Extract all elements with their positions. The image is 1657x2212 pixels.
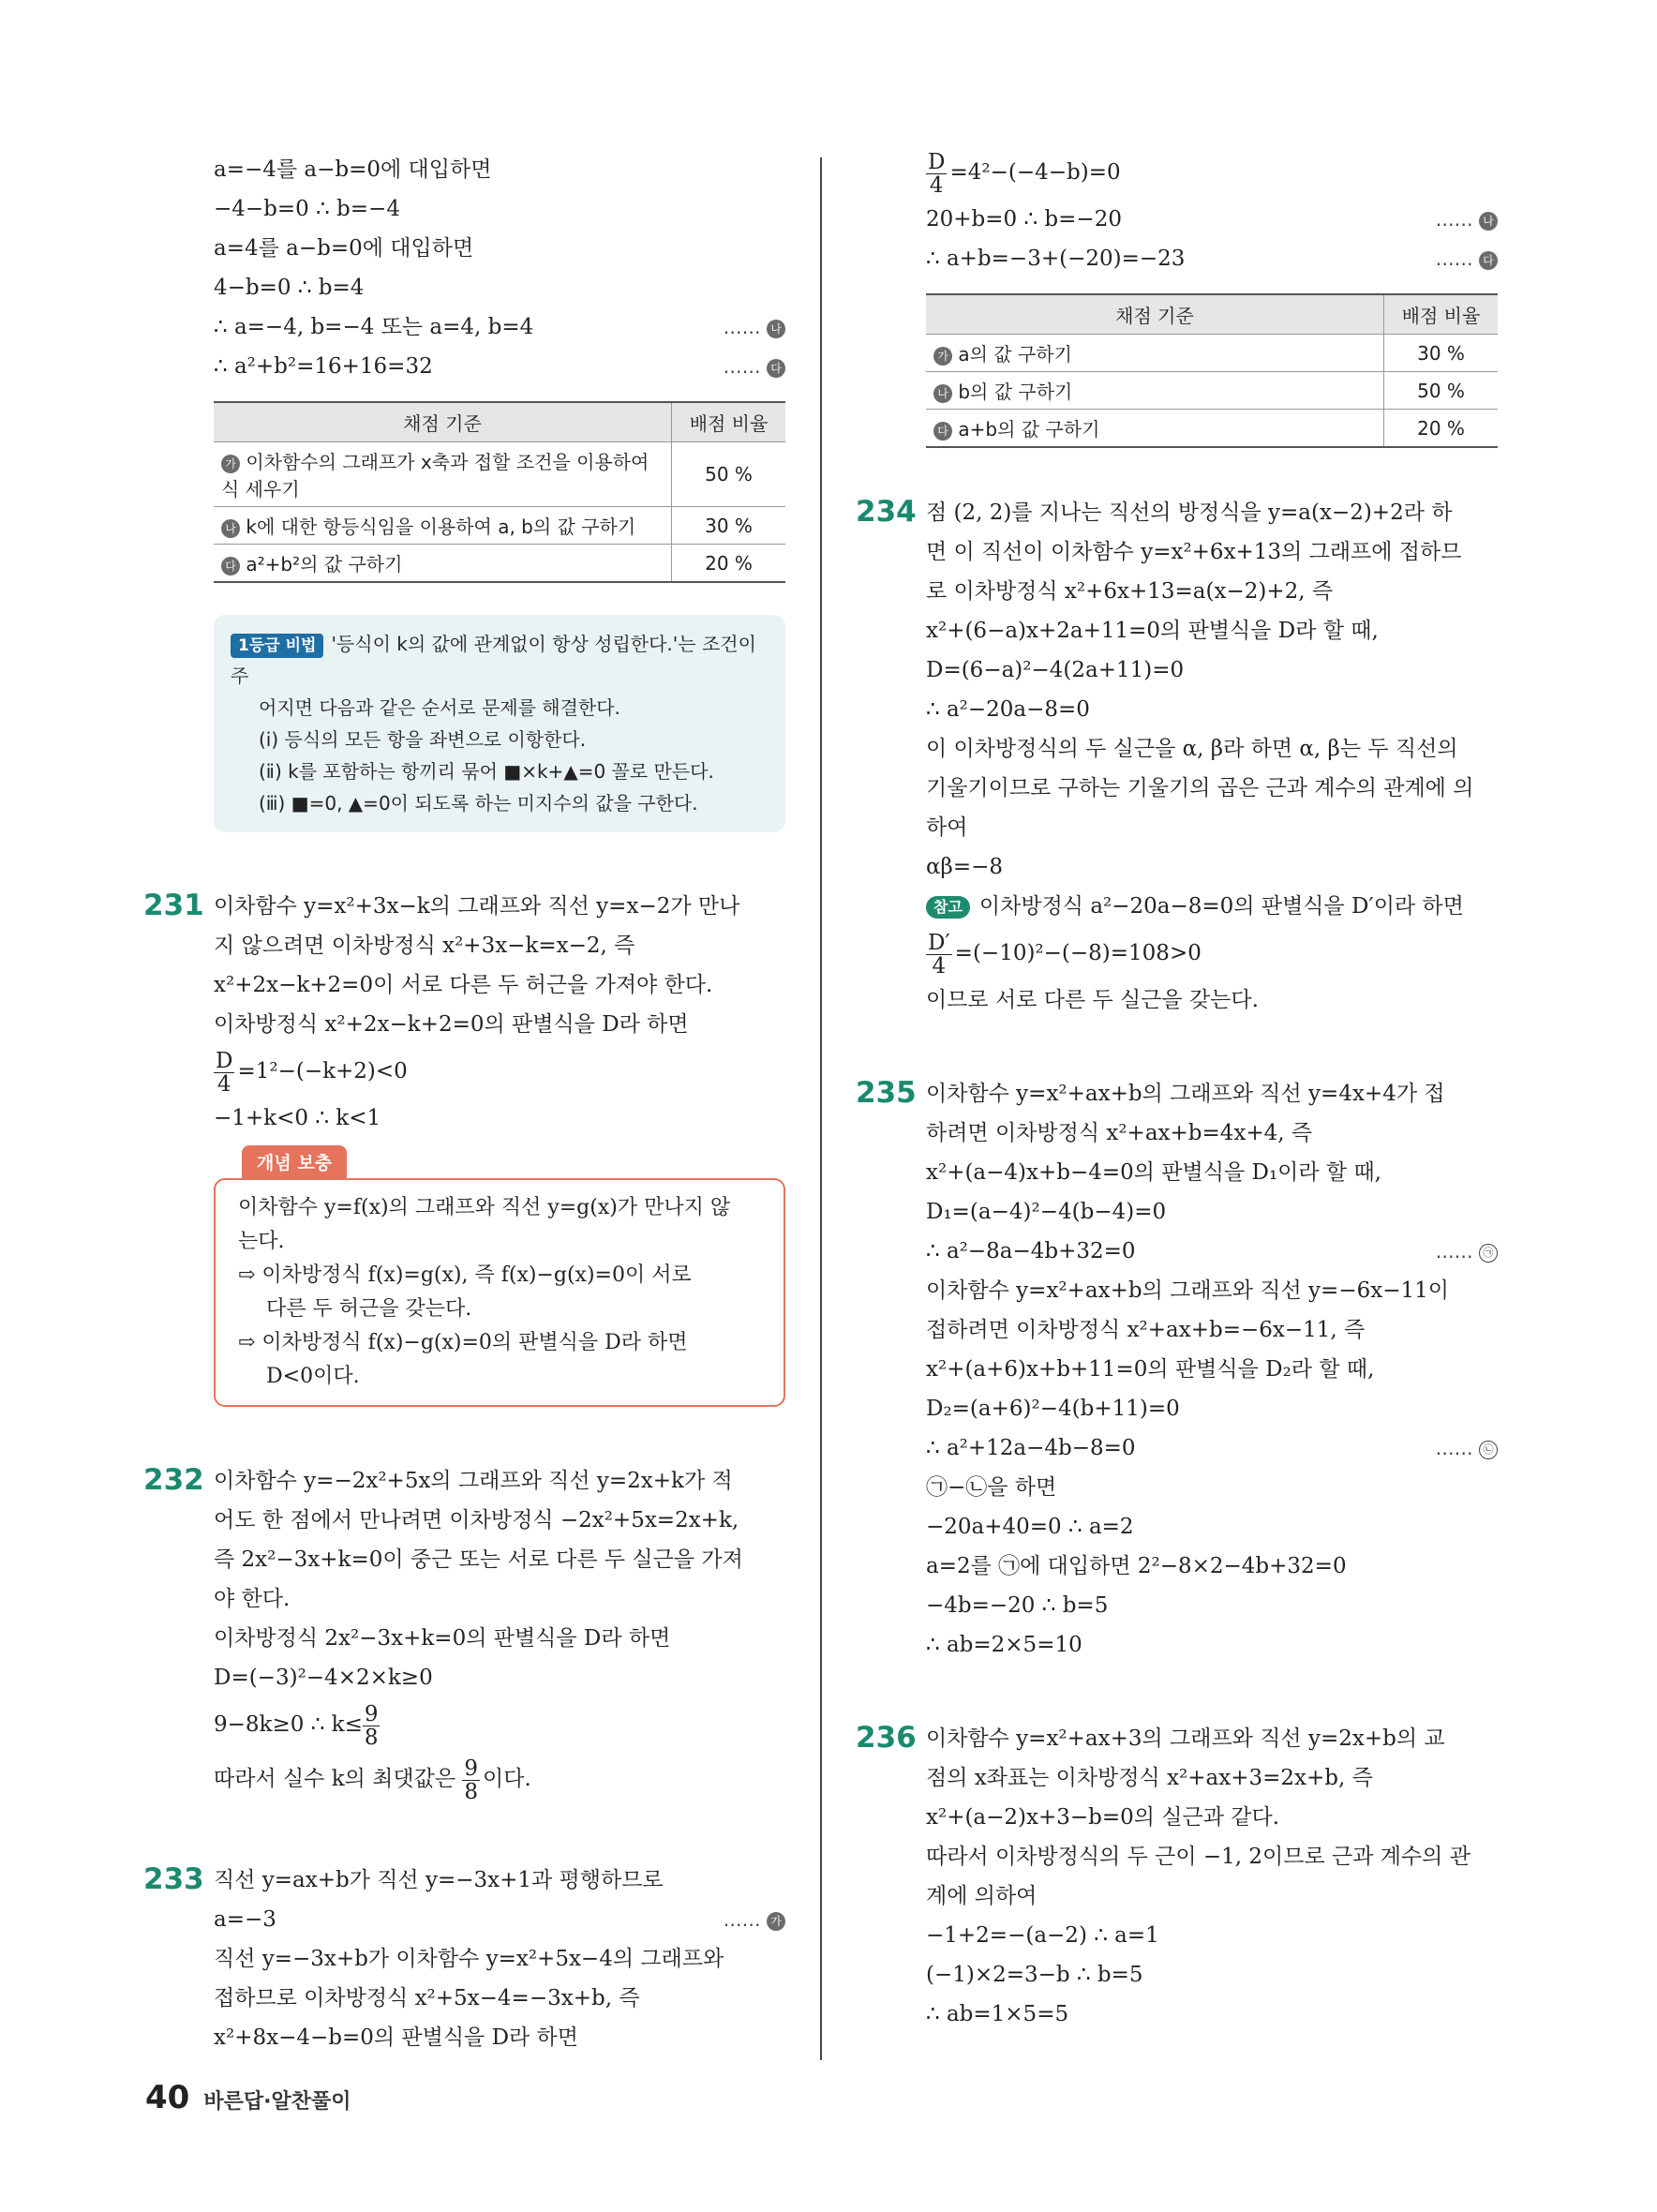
text-line: 면 이 직선이 이차함수 y=x²+6x+13의 그래프에 접하므 <box>926 540 1462 564</box>
text-line: x²+(a−4)x+b−4=0의 판별식을 D₁이라 할 때, <box>926 1160 1381 1185</box>
step-label-icon: 나 <box>1479 212 1498 231</box>
left-column <box>143 150 785 2057</box>
text-line: x²+(6−a)x+2a+11=0의 판별식을 D라 할 때, <box>926 619 1379 643</box>
step-label-icon: 다 <box>221 557 240 575</box>
page-footer <box>145 2079 351 2116</box>
concept-line: D<0이다. <box>266 1365 360 1388</box>
criteria-pct: 20 % <box>1384 410 1499 448</box>
text-line: −4−b=0 ∴ b=−4 <box>214 197 400 221</box>
problem-234 <box>856 493 1498 1020</box>
criteria-pct: 30 % <box>672 507 786 545</box>
concept-line: ⇨ 이차방정식 f(x)−g(x)=0의 판별식을 D라 하면 <box>238 1331 688 1354</box>
fraction-line: 따라서 실수 k의 최댓값은 $\frac{9}{8}$ 이다. <box>214 1756 531 1804</box>
text-line: 이차방정식 x²+2x−k+2=0의 판별식을 D라 하면 <box>214 1012 689 1037</box>
step-marker: …… 다 <box>1436 239 1498 278</box>
tip-badge: 1등급 비법 <box>231 634 323 658</box>
text-line: 직선 y=−3x+b가 이차함수 y=x²+5x−4의 그래프와 <box>214 1947 724 1971</box>
text-line: −4b=−20 ∴ b=5 <box>926 1593 1109 1618</box>
footer-label: 바른답·알찬풀이 <box>203 2090 351 2114</box>
step-text: ∴ a²+b²=16+16=32 <box>214 354 433 379</box>
grading-table <box>214 401 785 583</box>
text-line <box>214 307 785 347</box>
text-line: 이차함수 y=x²+ax+3의 그래프와 직선 y=2x+b의 교 <box>926 1726 1445 1751</box>
text-line: a=−4를 a−b=0에 대입하면 <box>214 157 492 182</box>
text-line: 20+b=0 ∴ b=−20 …… 나 <box>926 200 1498 239</box>
text-line: 이차방정식 2x²−3x+k=0의 판별식을 D라 하면 <box>214 1626 671 1651</box>
text-line: D=(6−a)²−4(2a+11)=0 <box>926 658 1185 682</box>
text-line: 어도 한 점에서 만나려면 이차방정식 −2x²+5x=2x+k, <box>214 1508 739 1532</box>
equation-label-icon: ㉡ <box>1479 1441 1498 1459</box>
text-line: 하여 <box>926 815 968 840</box>
fraction: $\frac{9}{8}$ <box>464 1756 479 1804</box>
table-row <box>926 335 1498 372</box>
problem-231 <box>143 887 785 1138</box>
text-line: −1+k<0 ∴ k<1 <box>214 1106 381 1130</box>
step-label-icon: 나 <box>767 320 785 338</box>
tip-line: (ⅱ) k를 포함하는 항끼리 묶어 ■×k+▲=0 꼴로 만든다. <box>259 760 714 783</box>
table-row <box>926 372 1498 410</box>
table-header: 채점 기준 <box>926 294 1384 335</box>
text-line: (−1)×2=3−b ∴ b=5 <box>926 1963 1143 1987</box>
text-line: ㉠−㉡을 하면 <box>926 1475 1057 1500</box>
criteria-text: a의 값 구하기 <box>958 343 1072 366</box>
text-line: −1+2=−(a−2) ∴ a=1 <box>926 1923 1159 1948</box>
step-label-icon: 다 <box>1479 251 1498 270</box>
text-line: 접하려면 이차방정식 x²+ax+b=−6x−11, 즉 <box>926 1318 1366 1342</box>
problem-number: 234 <box>856 495 917 529</box>
text-line: 이므로 서로 다른 두 실근을 갖는다. <box>926 988 1259 1012</box>
reference-line: 참고 이차방정식 a²−20a−8=0의 판별식을 D′이라 하면 <box>926 887 1498 926</box>
text-line: x²+(a+6)x+b+11=0의 판별식을 D₂라 할 때, <box>926 1357 1375 1382</box>
right-column <box>856 145 1498 2034</box>
table-header: 배점 비율 <box>672 402 786 442</box>
table-header: 채점 기준 <box>214 402 672 442</box>
problem-number: 232 <box>143 1463 204 1497</box>
text-line: a=4를 a−b=0에 대입하면 <box>214 236 474 261</box>
step-label-icon: 가 <box>767 1912 785 1931</box>
problem-233 <box>143 1861 785 2057</box>
text-line: 직선 y=ax+b가 직선 y=−3x+1과 평행하므로 <box>214 1868 664 1892</box>
step-label-icon: 나 <box>221 519 240 538</box>
step-label-icon: 가 <box>221 455 240 473</box>
tip-line: (ⅲ) ■=0, ▲=0이 되도록 하는 미지수의 값을 구한다. <box>259 792 698 815</box>
tip-box <box>214 615 785 832</box>
fraction: $\frac{9}{8}$ <box>364 1701 379 1750</box>
problem-235 <box>856 1074 1498 1665</box>
problem-236 <box>856 1719 1498 2034</box>
criteria-text: k에 대한 항등식임을 이용하여 a, b의 값 구하기 <box>246 516 636 538</box>
tip-line: 1등급 비법 '등식이 k의 값에 관계없이 항상 성립한다.'는 조건이 주 <box>231 633 756 687</box>
text-line: ∴ a²−20a−8=0 <box>926 697 1090 722</box>
step-marker: …… 다 <box>724 347 785 386</box>
step-label-icon: 다 <box>767 359 785 378</box>
fraction: $\frac{D}{4}$ <box>216 1048 233 1097</box>
text-line: x²+8x−4−b=0의 판별식을 D라 하면 <box>214 2025 578 2050</box>
fraction: $\frac{D'}{4}$ <box>928 930 950 979</box>
text-line: −20a+40=0 ∴ a=2 <box>926 1515 1134 1539</box>
step-marker: …… ㉡ <box>1436 1428 1498 1468</box>
criteria-pct: 20 % <box>672 545 786 583</box>
text-line: 기울기이므로 구하는 기울기의 곱은 근과 계수의 관계에 의 <box>926 776 1474 800</box>
table-row <box>214 545 785 583</box>
text-line: 야 한다. <box>214 1587 291 1611</box>
fraction-line: $\frac{D'}{4}$ =(−10)²−(−8)=108>0 <box>928 930 1202 979</box>
fraction: $\frac{D}{4}$ <box>928 149 946 198</box>
text-line: 지 않으려면 이차방정식 x²+3x−k=x−2, 즉 <box>214 934 635 958</box>
text-line: 따라서 이차방정식의 두 근이 −1, 2이므로 근과 계수의 관 <box>926 1845 1470 1869</box>
text-line: 4−b=0 ∴ b=4 <box>214 276 365 300</box>
text-line: 점 (2, 2)를 지나는 직선의 방정식을 y=a(x−2)+2라 하 <box>926 501 1453 525</box>
problem-232 <box>143 1461 785 1806</box>
concept-line: 이차함수 y=f(x)의 그래프와 직선 y=g(x)가 만나지 않 <box>238 1196 731 1219</box>
concept-note <box>214 1138 785 1407</box>
step-label-icon: 나 <box>933 384 952 403</box>
text-line: D=(−3)²−4×2×k≥0 <box>214 1666 433 1690</box>
text-line: ∴ a+b=−3+(−20)=−23 …… 다 <box>926 239 1498 278</box>
text-line: 이차함수 y=x²+ax+b의 그래프와 직선 y=4x+4가 접 <box>926 1082 1445 1106</box>
step-marker: …… 나 <box>1436 200 1498 239</box>
criteria-pct: 50 % <box>672 442 786 507</box>
criteria-pct: 30 % <box>1384 335 1499 372</box>
concept-line: ⇨ 이차방정식 f(x)=g(x), 즉 f(x)−g(x)=0이 서로 <box>238 1263 692 1287</box>
text-line: 이차함수 y=x²+3x−k의 그래프와 직선 y=x−2가 만나 <box>214 894 740 919</box>
problem-number: 233 <box>143 1862 204 1896</box>
text-line: 즉 2x²−3x+k=0이 중근 또는 서로 다른 두 실근을 가져 <box>214 1547 743 1572</box>
criteria-text: a+b의 값 구하기 <box>958 418 1100 441</box>
reference-badge: 참고 <box>926 896 970 919</box>
concept-line: 는다. <box>238 1230 285 1253</box>
grading-table <box>926 293 1498 448</box>
text-line: ∴ a²−8a−4b+32=0 …… ㉠ <box>926 1232 1498 1271</box>
criteria-text: a²+b²의 값 구하기 <box>246 553 403 575</box>
step-marker: …… 나 <box>724 307 785 347</box>
text-line: D₁=(a−4)²−4(b−4)=0 <box>926 1200 1167 1224</box>
step-label-icon: 다 <box>933 422 952 441</box>
text-line: x²+(a−2)x+3−b=0의 실근과 같다. <box>926 1805 1280 1830</box>
text-line: 계에 의하여 <box>926 1884 1037 1908</box>
fraction-line: $\frac{D}{4}$ =4²−(−4−b)=0 <box>928 149 1121 198</box>
tip-line: (ⅰ) 등식의 모든 항을 좌변으로 이항한다. <box>259 728 587 751</box>
text-line: D₂=(a+6)²−4(b+11)=0 <box>926 1397 1180 1421</box>
concept-tab: 개념 보충 <box>242 1145 347 1178</box>
text-line: 점의 x좌표는 이차방정식 x²+ax+3=2x+b, 즉 <box>926 1766 1373 1790</box>
text-line: ∴ ab=2×5=10 <box>926 1633 1082 1657</box>
equation-label-icon: ㉠ <box>1479 1244 1498 1263</box>
text-line: 로 이차방정식 x²+6x+13=a(x−2)+2, 즉 <box>926 579 1334 604</box>
text-line: 이 이차방정식의 두 실근을 α, β라 하면 α, β는 두 직선의 <box>926 737 1458 761</box>
concept-line: 다른 두 허근을 갖는다. <box>266 1297 472 1321</box>
column-divider <box>820 157 822 2060</box>
text-line: a=−3 …… 가 <box>214 1900 785 1939</box>
step-text: ∴ a=−4, b=−4 또는 a=4, b=4 <box>214 315 534 339</box>
criteria-pct: 50 % <box>1384 372 1499 410</box>
text-line: 하려면 이차방정식 x²+ax+b=4x+4, 즉 <box>926 1121 1313 1145</box>
table-header: 배점 비율 <box>1384 294 1499 335</box>
problem-number: 236 <box>856 1721 917 1755</box>
problem-number: 235 <box>856 1076 917 1110</box>
text-line <box>214 347 785 386</box>
tip-line: 어지면 다음과 같은 순서로 문제를 해결한다. <box>259 696 620 719</box>
step-marker: …… ㉠ <box>1436 1232 1498 1271</box>
text-line: 이차함수 y=x²+ax+b의 그래프와 직선 y=−6x−11이 <box>926 1278 1449 1303</box>
criteria-text: b의 값 구하기 <box>958 381 1073 403</box>
step-label-icon: 가 <box>933 347 952 366</box>
fraction-line: $\frac{D}{4}$ =1²−(−k+2)<0 <box>216 1048 408 1097</box>
table-row <box>214 507 785 545</box>
table-row <box>926 410 1498 448</box>
fraction-line: 9−8k≥0 ∴ k≤ $\frac{9}{8}$ <box>214 1701 379 1750</box>
text-line: 이차함수 y=−2x²+5x의 그래프와 직선 y=2x+k가 적 <box>214 1469 733 1493</box>
table-row <box>214 442 785 507</box>
text-line: 접하므로 이차방정식 x²+5x−4=−3x+b, 즉 <box>214 1986 640 2010</box>
text-line: x²+2x−k+2=0이 서로 다른 두 허근을 가져야 한다. <box>214 973 713 997</box>
page-number: 40 <box>145 2079 190 2116</box>
criteria-text: 이차함수의 그래프가 x축과 접할 조건을 이용하여 식 세우기 <box>221 451 649 501</box>
step-marker: …… 가 <box>724 1900 785 1939</box>
text-line: ∴ a²+12a−4b−8=0 …… ㉡ <box>926 1428 1498 1468</box>
text-line: ∴ ab=1×5=5 <box>926 2002 1069 2026</box>
text-line: αβ=−8 <box>926 855 1004 879</box>
concept-box <box>214 1178 785 1407</box>
problem-number: 231 <box>143 889 204 922</box>
text-line: a=2를 ㉠에 대입하면 2²−8×2−4b+32=0 <box>926 1554 1347 1578</box>
